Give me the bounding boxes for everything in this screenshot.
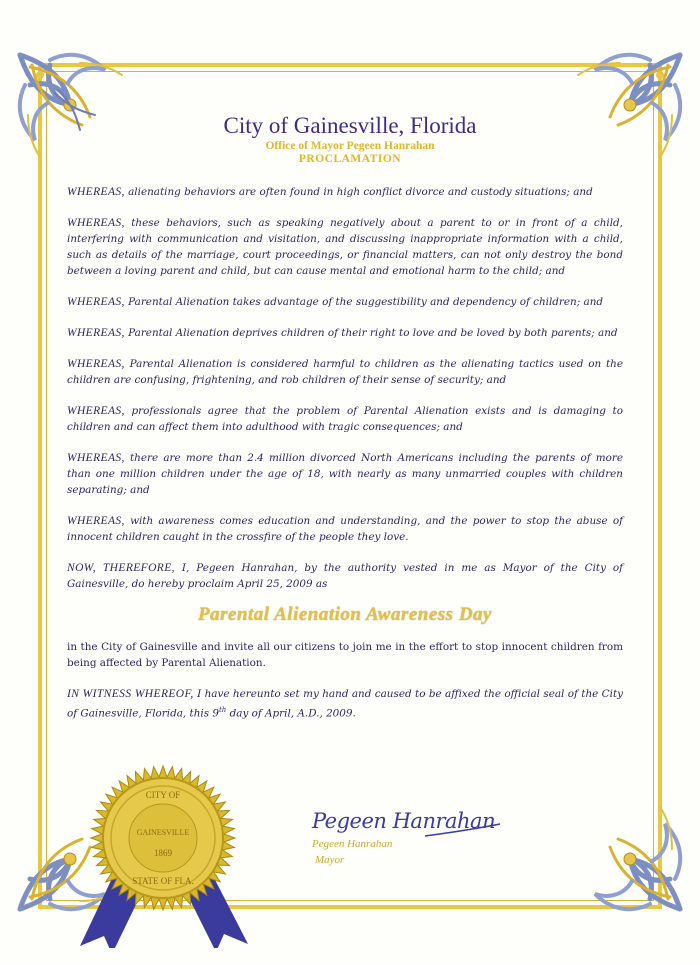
paragraph-keyword: WHEREAS, [67,296,125,308]
seal-year: 1869 [154,848,172,858]
whereas-paragraph [67,403,623,435]
whereas-paragraph [67,294,623,310]
paragraph-text: these behaviors, such as speaking negatively about a parent to or in front of a child, interfering with communication and visitation, and discussing inappropriate information with a child, such as details of the marriage, court proceedings, or financial matters, can not only destroy the bond between a loving parent and child, but can cause mental and emotional harm to the child; and [67,217,623,277]
whereas-paragraph [67,215,623,279]
seal-text-top: CITY OF [145,790,181,800]
paragraph-text: there are more than 2.4 million divorced North Americans including the parents of more than one million children under the age of 18, with nearly as many unmarried couples with children separating; and [67,452,623,496]
paragraph-keyword: WHEREAS, [67,405,125,417]
paragraph-keyword: WHEREAS, [67,358,125,370]
paragraph-text: Parental Alienation is considered harmful to children as the alienating tactics used on the children are confusing, frightening, and rob children of their sense of security; and [67,358,623,386]
paragraph-text: I, Pegeen Hanrahan, by the authority vested in me as Mayor of the City of Gainesville, do hereby proclaim April 25, 2009 as [67,562,623,590]
now-therefore-paragraph [67,560,623,592]
witness-paragraph [67,686,623,721]
paragraph-text: alienating behaviors are often found in high conflict divorce and custody situations; and [124,186,593,198]
paragraph-keyword: IN WITNESS WHEREOF, [67,688,194,700]
proclamation-label: PROCLAMATION [298,153,402,165]
whereas-paragraph [67,325,623,341]
mayor-signature: Pegeen Hanrahan [312,809,496,833]
whereas-paragraph [67,184,623,200]
proclamation-body [67,184,623,736]
whereas-paragraph [67,450,623,498]
seal-text-middle: GAINESVILLE [136,828,190,837]
whereas-paragraph [67,356,623,388]
paragraph-text: Parental Alienation deprives children of their right to love and be loved by both parents; and [124,327,618,339]
city-seal-icon [68,758,258,948]
paragraph-keyword: WHEREAS, [67,515,125,527]
paragraph-keyword: NOW, THEREFORE, [67,562,175,574]
paragraph-keyword: WHEREAS, [67,327,125,339]
awareness-day-title: Parental Alienation Awareness Day [198,604,492,625]
page-title: City of Gainesville, Florida [223,113,477,138]
paragraph-text: day of April, A.D., 2009. [226,707,356,720]
corner-ornament-icon [565,794,690,919]
signatory-name: Pegeen Hanrahan [312,838,393,850]
signatory-title: Mayor [315,854,345,866]
seal-text-bottom: STATE OF FLA. [132,876,194,886]
paragraph-text: Parental Alienation takes advantage of the suggestibility and dependency of children; and [124,296,604,308]
office-line: Office of Mayor Pegeen Hanrahan [265,140,435,152]
paragraph-text: professionals agree that the problem of Parental Alienation exists and is damaging to children and can affect them into adulthood with tragic consequences; and [67,405,623,433]
paragraph-text: I have hereunto set my hand and caused to be affixed the official seal of the City of Gainesville, Florida, this 9 [67,688,624,720]
paragraph-keyword: WHEREAS, [67,186,125,198]
paragraph-text: with awareness comes education and understanding, and the power to stop the abuse of innocent children caught in the crossfire of the people they love. [67,515,623,543]
paragraph-keyword: WHEREAS, [67,452,125,464]
proclamation-header [0,112,700,166]
paragraph-keyword: WHEREAS, [67,217,125,229]
date-superscript: th [218,706,227,714]
closing-paragraph: in the City of Gainesville and invite all our citizens to join me in the effort to stop innocent children from being affected by Parental Alienation. [67,641,623,669]
whereas-paragraph [67,513,623,545]
